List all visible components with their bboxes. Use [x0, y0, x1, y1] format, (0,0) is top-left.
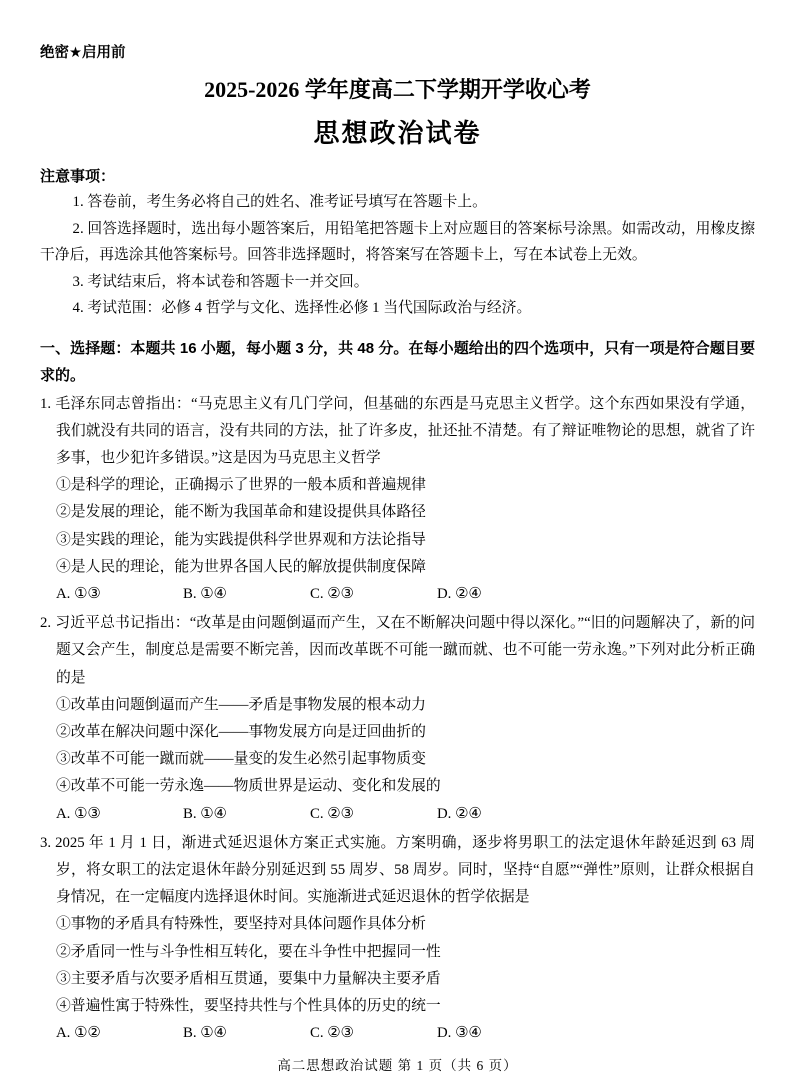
question-3-stem	[40, 830, 755, 912]
question-3-option-3: ③主要矛盾与次要矛盾相互贯通，要集中力量解决主要矛盾	[56, 970, 441, 987]
question-2-choices	[56, 801, 755, 828]
question-1-choice-c: C. ②③	[310, 585, 354, 602]
question-3-choice-a: A. ①②	[56, 1025, 101, 1042]
question-1-number: 1.	[40, 395, 52, 412]
question-2	[40, 610, 755, 828]
question-3	[40, 830, 755, 1048]
question-2-stem-text: 习近平总书记指出：“改革是由问题倒逼而产生，又在不断解决问题中得以深化。”“旧的问题解决了，新的问题又会产生，制度总是需要不断完善，因而改革既不可能一蹴而就、也不可能一劳永逸。”下列对此分析正确的是	[55, 615, 755, 686]
question-3-choice-c: C. ②③	[310, 1025, 354, 1042]
question-2-choice-c: C. ②③	[310, 805, 354, 822]
question-2-choice-a: A. ①③	[56, 805, 101, 822]
question-3-option-2: ②矛盾同一性与斗争性相互转化，要在斗争性中把握同一性	[56, 943, 441, 960]
notice-heading: 注意事项：	[40, 168, 116, 185]
question-3-option-4: ④普遍性寓于特殊性，要坚持共性与个性具体的历史的统一	[56, 997, 441, 1014]
notice-item-2: 2. 回答选择题时，选出每小题答案后，用铅笔把答题卡上对应题目的答案标号涂黑。如需改动，用橡皮擦干净后，再选涂其他答案标号。回答非选择题时，将答案写在答题卡上，写在本试卷上无效。	[40, 220, 755, 263]
question-3-choice-b: B. ①④	[183, 1025, 227, 1042]
exam-subtitle: 思想政治试卷	[313, 119, 482, 148]
question-2-option-1: ①改革由问题倒逼而产生——矛盾是事物发展的根本动力	[56, 696, 426, 713]
question-1-choices	[56, 581, 755, 608]
question-2-choice-b: B. ①④	[183, 805, 227, 822]
question-3-choice-d: D. ③④	[437, 1025, 482, 1042]
question-1-option-3: ③是实践的理论，能为实践提供科学世界观和方法论指导	[56, 531, 426, 548]
question-2-option-3: ③改革不可能一蹴而就——量变的发生必然引起事物质变	[56, 751, 426, 768]
question-1-option-2: ②是发展的理论，能不断为我国革命和建设提供具体路径	[56, 504, 426, 521]
question-1-choice-a: A. ①③	[56, 585, 101, 602]
question-3-choices	[56, 1020, 755, 1047]
question-1-choice-d: D. ②④	[437, 585, 482, 602]
question-2-option-2: ②改革在解决问题中深化——事物发展方向是迂回曲折的	[56, 723, 426, 740]
question-2-option-4: ④改革不可能一劳永逸——物质世界是运动、变化和发展的	[56, 778, 441, 795]
question-1-option-1: ①是科学的理论，正确揭示了世界的一般本质和普遍规律	[56, 477, 426, 494]
question-1-choice-b: B. ①④	[183, 585, 227, 602]
notice-item-4: 4. 考试范围：必修 4 哲学与文化、选择性必修 1 当代国际政治与经济。	[72, 300, 532, 316]
question-1-stem	[40, 391, 755, 473]
exam-title: 2025-2026 学年度高二下学期开学收心考	[204, 77, 591, 102]
notice-item-1: 1. 答卷前，考生务必将自己的姓名、准考证号填写在答题卡上。	[72, 194, 487, 210]
security-classification: 绝密★启用前	[40, 45, 126, 61]
question-3-number: 3.	[40, 834, 52, 851]
question-3-option-1: ①事物的矛盾具有特殊性，要坚持对具体问题作具体分析	[56, 916, 426, 933]
page-footer: 高二思想政治试题 第 1 页（共 6 页）	[277, 1058, 518, 1074]
question-1	[40, 391, 755, 609]
question-2-choice-d: D. ②④	[437, 805, 482, 822]
notice-item-3: 3. 考试结束后，将本试卷和答题卡一并交回。	[72, 273, 369, 290]
section-1-heading: 一、选择题：本题共 16 小题，每小题 3 分，共 48 分。在每小题给出的四个选项中，只有一项是符合题目要求的。	[40, 339, 755, 384]
question-1-option-4: ④是人民的理论，能为世界各国人民的解放提供制度保障	[56, 558, 426, 575]
question-1-stem-text: 毛泽东同志曾指出：“马克思主义有几门学问，但基础的东西是马克思主义哲学。这个东西如果没有学通，我们就没有共同的语言，没有共同的方法，扯了许多皮，扯还扯不清楚。有了辩证唯物论的思想，就省了许多事，也少犯许多错误。”这是因为马克思主义哲学	[55, 395, 755, 466]
question-2-number: 2.	[40, 615, 52, 632]
question-2-stem	[40, 610, 755, 692]
question-3-stem-text: 2025 年 1 月 1 日，渐进式延迟退休方案正式实施。方案明确，逐步将男职工的法定退休年龄延迟到 63 周岁，将女职工的法定退休年龄分别延迟到 55 周岁、58 周岁。同时，坚持“自愿”“弹性”原则，让群众根据自身情况，在一定幅度内选择退休时间。实施渐进式延迟退休的哲学依据是	[55, 834, 755, 906]
